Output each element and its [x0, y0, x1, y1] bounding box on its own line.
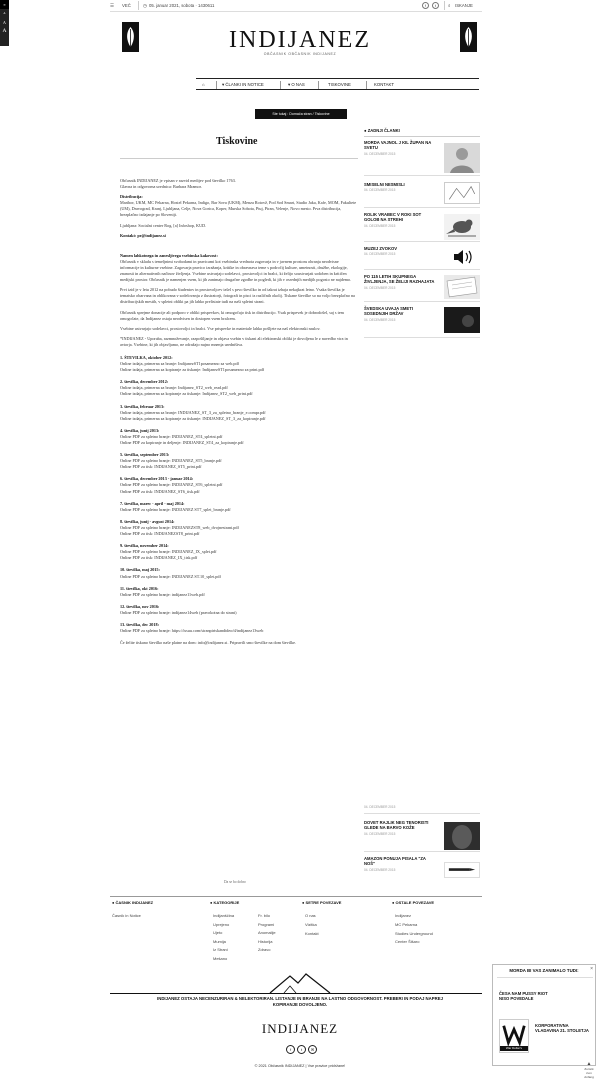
issue-heading: 12. številka, nov 2016:	[120, 603, 160, 609]
facebook-icon[interactable]: f	[286, 1045, 295, 1054]
issue-pdf-link[interactable]: Online izdaja, primerna za branje: INDIJANEZ_ST_3_za_spletno_branje_e.compr.pdf	[120, 409, 266, 415]
issue-pdf-link[interactable]: Online PDF za tisk: INDIJANEZ_ST5_print.pdf	[120, 464, 202, 470]
footer-link[interactable]: Uprejeno	[213, 921, 230, 927]
issue-block	[120, 355, 358, 373]
issue-heading: 10. številka, maj 2015:	[120, 567, 160, 573]
issue-pdf-link[interactable]: Online PDF za spletno branje: INDIJANEZ ST7_splet_branje.pdf	[120, 506, 231, 512]
post-title[interactable]: ŠVEDSKA UVAJA SMETI SOSEDNJIH DRŽAV	[364, 306, 413, 317]
face-image	[444, 822, 480, 850]
divider	[444, 1, 445, 10]
issue-pdf-link[interactable]: Online PDF za tisk: INDIJANEZ_IX_tisk.pdf	[120, 555, 198, 561]
copyright: © 2021 Občasnik INDIJANEZ | Vse pravice pridržane!	[254, 1064, 346, 1068]
nav-item-tiskovine[interactable]: TISKOVINE	[328, 82, 351, 87]
close-icon[interactable]: ×	[590, 966, 593, 972]
end-note: Da se bo dobro	[224, 880, 246, 884]
dark-image	[444, 307, 480, 333]
issue-heading: 6. številka, december 2013 - januar 2014:	[120, 476, 194, 482]
nav-item-kontakt[interactable]: KONTAKT	[374, 82, 394, 87]
post-thumbnail[interactable]	[444, 143, 480, 173]
post-date: 04. DECEMBER 2015	[364, 285, 396, 290]
footer-link[interactable]: Mumija	[213, 938, 226, 944]
issue-block	[120, 476, 358, 494]
title-divider	[120, 158, 358, 159]
footer-column-casnik	[112, 900, 192, 921]
issue-pdf-link[interactable]: Online PDF za tisk: INDIJANEZST8_print.pdf	[120, 531, 200, 537]
issue-pdf-link[interactable]: Online PDF za spletno branje: INDIJANEZ_ST4_spletni.pdf	[120, 433, 223, 439]
mail-icon[interactable]: ✉	[308, 1045, 317, 1054]
footer-link[interactable]: O nas	[305, 913, 316, 919]
feather-icon	[460, 22, 477, 52]
breadcrumb[interactable]: Ste tukaj : Domača stran / Tiskovine	[255, 109, 347, 119]
more-menu-link[interactable]: VEČ	[122, 3, 131, 8]
footer-link[interactable]: Vizitka	[305, 921, 317, 927]
issue-pdf-link[interactable]: Online izdaja, primerna za kopiranje za tiskanje: IndijanezST1posamezno za print.pdf	[120, 367, 265, 373]
purpose-heading: Namen lahkotnega in zanesljivega vsebinska kakovost:	[120, 252, 218, 258]
sidebar-post[interactable]	[364, 274, 480, 302]
twitter-icon[interactable]: t	[432, 2, 439, 9]
issue-heading: 9. številka, november 2014:	[120, 543, 169, 549]
footer-link[interactable]: Zdravo	[258, 947, 271, 953]
post-title[interactable]: ROLIK VRABEC V ROKI SOT GOLOB NA STREHI	[364, 212, 422, 223]
post-title[interactable]: DOVET RAJLIK NEG TENORISTI GLEDE NA BARVO KOŽE	[364, 820, 429, 831]
post-thumbnail[interactable]	[444, 182, 480, 204]
page-title: Tiskovine	[216, 136, 258, 147]
bird-image	[444, 214, 480, 240]
clock-icon: ◷	[143, 3, 147, 8]
purpose-paragraph: Občasnik v skladu s temeljnimi svobodami in pravicami kot vsebinska vrednota zagovarja in v javnem prostoru ohranja neodvisne informacije in kulturne vsebine. Zagovarja pravico izražanja, kritike in obravnava teme s področij kulture, umetnosti, družbe, ekologije, znanosti in alternativnih načinov življenja. Vsebine ustvarjajo sodelavci, prostovoljci in bralci, ki želijo soustvarjati sodoben in kritičen medijski prostor. Občasnik je namenjen vsem, ki jih zanimajo drugačne zgodbe in pogledi, ki jih v osrednjih medijih pogosto ne najdemo.	[120, 258, 352, 283]
popup-item[interactable]: KORPORATIVNA VLADAVINA 21. STOLETJA	[535, 1023, 589, 1034]
issue-pdf-link[interactable]: Online PDF za kopiranje in deljenje: INDIJANEZ_ST4_za_kopiranje.pdf	[120, 440, 244, 445]
post-date: 04. DECEMBER 2015	[364, 317, 396, 322]
speaker-icon	[444, 247, 480, 267]
post-date: 04. DECEMBER 2015	[364, 805, 396, 809]
footer-link[interactable]: Studies Underground	[395, 930, 433, 936]
sidebar-post[interactable]	[364, 820, 480, 852]
font-size-small-button[interactable]: A	[3, 11, 6, 15]
scroll-top-button[interactable]	[584, 1062, 594, 1079]
post-title[interactable]: PO 115 LETIH SKUPNEGA ŽIVLJENJA, SE ŽELIJI RAZHAJATA	[364, 274, 435, 285]
post-date: 04. DECEMBER 2015	[364, 252, 396, 257]
pen-image	[445, 863, 479, 877]
war-dollars-thumbnail[interactable]	[499, 1019, 529, 1053]
issue-pdf-link[interactable]: Online PDF za spletno branje: indijanez11web.pdf	[120, 591, 205, 597]
footer-column-heading: ● ČASNIK INDIJANEZ	[112, 900, 154, 905]
footer-column-setre	[302, 900, 390, 938]
issue-block	[120, 604, 358, 616]
nav-item-clanki[interactable]: ▾ ČLANKI IN NOTICE	[222, 82, 264, 87]
issue-pdf-link[interactable]: Online PDF za spletno branje: INDIJANEZ_ST5_branje.pdf	[120, 458, 222, 464]
popup-item[interactable]: ČESA NAM PUSSY RIOT NISO POVEDALE	[499, 991, 548, 1002]
footer-link[interactable]: MC Pekarna	[395, 921, 418, 927]
footer-column-heading: ● SETRE POVEZAVE	[302, 900, 342, 905]
footer-link[interactable]: Ujeto	[213, 930, 223, 936]
post-date: 04. DECEMBER 2015	[364, 188, 396, 193]
sidebar-post[interactable]	[364, 856, 480, 884]
footer-link[interactable]: Časnik in Notice	[112, 913, 141, 919]
thumbnail-caption: War Dollar's	[500, 1046, 528, 1051]
footer-link[interactable]: Kontakt	[305, 930, 319, 936]
issue-pdf-link[interactable]: Online izdaja, primerna za kopiranje za tiskanje: Indijanez_ST2_web_print.pdf	[120, 391, 253, 397]
distribution-text: Maribor, UKM, MC Pekarna, Hostel Pekarna, Indigo, Bar Sova (UKM), Menza Rotovž, Pod Sod Smart, Studio Jaka, Kafe, MOM, Fakultete (UM), Dravograd, Kranj, Ljubljana, Celje, Nova Gorica, Koper, Murska Sobota, Ptuj, Piran, Velenje, Novo mesto. Prva distribucija, brezplačno izdajanje po Sloveniji.	[120, 200, 357, 218]
footer-slogan: INDIJANEZ OSTAJA NECENZURIRAN & NELEKTORIRAN. LISTANJE IN BRANJE NA LASTNO ODGOVORNOST. PREBERI IN PODAJ NAPREJ KOPIRANJE DOVOLJENO.	[157, 996, 443, 1008]
divider	[138, 1, 139, 10]
issue-heading: 1. ŠTEVILKA, oktober 2012:	[120, 354, 173, 360]
top-bar	[110, 0, 482, 12]
search-icon[interactable]: ⌕	[448, 3, 451, 8]
post-thumbnail[interactable]	[444, 862, 480, 878]
related-posts-popup	[492, 964, 596, 1066]
portrait-image	[444, 143, 480, 173]
sidebar-post[interactable]	[364, 246, 480, 270]
issue-block	[120, 586, 358, 598]
footer-link[interactable]: Programi	[258, 921, 275, 927]
site-title[interactable]: INDIJANEZ	[229, 27, 371, 53]
issue-heading: 11. številka, okt 2016:	[120, 585, 159, 591]
issue-block	[120, 452, 358, 470]
sidebar	[364, 128, 480, 140]
post-date: 04. DECEMBER 2015	[364, 831, 396, 836]
current-date: 05. januar 2021, sobota · 1430611	[149, 3, 215, 8]
post-thumbnail[interactable]	[444, 822, 480, 850]
nav-divider	[280, 81, 281, 89]
accessibility-toolbar	[0, 0, 9, 46]
distribution-heading: Distribucija:	[120, 194, 143, 200]
font-size-large-button[interactable]: A	[2, 28, 7, 34]
issue-pdf-link[interactable]: Online PDF za spletno branje: https://issuu.com/stranpiriskandtdeo/d/indijanez13web	[120, 628, 264, 634]
arrow-up-icon: ▲	[586, 1061, 592, 1067]
paper-image	[444, 275, 480, 299]
more-text: Vsebine ustvarjajo sodelavci, prostovoljci in bralci. Vse prispevke in materiale lahko pošljete na naš elektronski naslov.	[120, 325, 321, 331]
search-link[interactable]: ISKANJE	[455, 3, 473, 8]
scroll-top-label: Zurück zum Anfang	[584, 1067, 594, 1080]
issue-heading: 7. številka, marec - april - maj 2014:	[120, 500, 185, 506]
issue-block	[120, 379, 358, 397]
facebook-icon[interactable]: f	[422, 2, 429, 9]
closing-text: Če želite tiskano številko naše platne na dom: info@indijanez.si. Pripravili smo številke na dom številke.	[120, 640, 297, 646]
issue-heading: 8. številka, junij - avgust 2014:	[120, 518, 175, 524]
footer-logo[interactable]: INDIJANEZ	[261, 1021, 339, 1036]
footer-link[interactable]: Iz Strani	[213, 947, 228, 953]
contact-text[interactable]: Kontakt: pr@indijanez.si	[120, 232, 166, 238]
issue-block	[120, 543, 358, 561]
sidebar-post[interactable]	[364, 140, 480, 176]
footer-link[interactable]: Mešano	[213, 955, 228, 961]
sketch-image	[445, 183, 479, 203]
issue-block	[120, 519, 358, 537]
main-navigation	[196, 78, 479, 90]
post-title[interactable]: SMISELNI NESMISLI	[364, 182, 405, 187]
post-thumbnail[interactable]	[444, 275, 480, 299]
issue-heading: 13. številka, dec 2018:	[120, 621, 159, 627]
post-thumbnail[interactable]	[444, 307, 480, 333]
purpose-paragraph: Občasnik sprejme donacije ali podporo v obliki prispevkov, ki omogočajo tisk in distribucijo. Vsak prispevek je dobrodošel, saj s tem omogočate, da Indijanez ostaja neodvisen in dostopen vsem bralcem.	[120, 309, 344, 321]
popup-heading: MORDA BI VAS ZANIMALO TUDI:	[509, 968, 579, 973]
issue-block	[120, 622, 358, 634]
footer-link[interactable]: Indijanščina	[213, 913, 235, 918]
post-title[interactable]: MORDA VAJNOL J KIL ŽUPAN NA SVETU	[364, 140, 432, 151]
post-date: 04. DECEMBER 2015	[364, 151, 396, 156]
article-content	[120, 178, 358, 650]
sidebar-post[interactable]	[364, 182, 480, 208]
purpose-paragraph: Prvi izid je v letu 2012 na pobudo študentov in prostovoljcev izšel s prvo številko in od takrat izhaja nekajkrat letno. Vsaka številka je tematsko obarvana in oblikovana v sodelovanju z ilustratorji, fotografi in pisci iz različnih okolij. Tiskane številke so na voljo brezplačno na distribucijskih mestih, v spletni obliki pa jih lahko prelistate tudi na naši spletni strani.	[120, 287, 355, 305]
issue-heading: 2. številka, december 2012:	[120, 379, 169, 385]
usage-note: *INDIJANEZ - Uporaba, razmnoževanje, razpošiljanje in objava vsebin v tiskani ali elektronski obliki je dovoljena le z navedbo vira in avtorja. Vsebine, ki jih objavljamo, ne odražajo nujno mnenja uredništva.	[120, 335, 348, 347]
footer-column-ostale	[392, 900, 482, 947]
feather-icon	[122, 22, 139, 52]
sidebar-post[interactable]	[364, 212, 480, 242]
issue-block	[120, 501, 358, 513]
post-thumbnail[interactable]	[444, 214, 480, 240]
issue-pdf-link[interactable]: Online PDF za tisk: INDIJANEZ_ST6_tisk.pdf	[120, 488, 200, 494]
address-text: Ljubljana: Socialni center Rog, [a] Infoshop, KUD.	[120, 222, 207, 228]
sidebar-post[interactable]	[364, 306, 480, 338]
issue-pdf-link[interactable]: Online izdaja, primerna za kopiranje za tiskanje: INDIJANEZ_ST_3_za_kopiranje.pdf	[120, 415, 266, 421]
site-subtitle: OBČASNIK OBČASNIK INDIJANEZ	[263, 52, 337, 56]
issue-block	[120, 404, 358, 422]
footer-link[interactable]: Indijanez	[395, 913, 412, 919]
nav-item-o-nas[interactable]: ▾ O NAS	[288, 82, 305, 87]
issue-pdf-link[interactable]: Online PDF za spletno branje: INDIJANEZ_IX_splet.pdf	[120, 549, 217, 555]
editor-text: Glavna in odgovorna urednica: Barbara Mramor.	[120, 184, 202, 190]
issue-pdf-link[interactable]: Online izdaja, primerna za branje: Indijanez_ST2_web_read.pdf	[120, 385, 228, 391]
issue-pdf-link[interactable]: Online izdaja, primerna za branje: IndijanezST1posamezno za web.pdf	[120, 361, 239, 367]
issue-pdf-link[interactable]: Online PDF za spletno branje: INDIJANEZ ST.10_splet.pdf	[120, 573, 221, 579]
menu-icon[interactable]: ≡	[0, 0, 9, 9]
mountain-icon	[268, 970, 332, 994]
twitter-icon[interactable]: t	[297, 1045, 306, 1054]
nav-divider	[366, 81, 367, 89]
issue-heading: 3. številka, februar 2013:	[120, 403, 165, 409]
font-size-medium-button[interactable]: A	[3, 20, 6, 25]
nav-divider	[216, 81, 217, 89]
footer-link[interactable]: Fr. bilo	[258, 913, 271, 918]
issue-block	[120, 428, 358, 446]
feather-logo-left[interactable]	[122, 22, 139, 52]
sidebar-post[interactable]	[364, 804, 480, 814]
footer-divider	[110, 896, 482, 897]
issue-heading: 5. številka, september 2013:	[120, 452, 170, 458]
home-icon[interactable]: ⌂	[202, 82, 205, 87]
feather-logo-right[interactable]	[460, 22, 477, 52]
popup-divider	[497, 977, 593, 978]
issue-pdf-link[interactable]: Online PDF za spletno branje: indijanez14web (pravokotna do strani)	[120, 609, 237, 615]
issues-list	[120, 355, 358, 634]
footer-link[interactable]: Center Šišaro	[395, 939, 420, 945]
footer-column-heading: ● OSTALE POVEZAVE	[392, 900, 435, 905]
post-date: 04. DECEMBER 2015	[364, 223, 396, 228]
issue-pdf-link[interactable]: Online PDF za spletno branje: INDIJANEZ_ST6_spletni.pdf	[120, 482, 223, 488]
footer-column-kategorije	[210, 900, 300, 961]
issue-pdf-link[interactable]: Online PDF za spletno branje: INDIJANEZST8_web_dvojnestrani.pdf	[120, 524, 239, 530]
issue-block	[120, 567, 358, 579]
footer-rule	[110, 993, 482, 994]
post-date: 04. DECEMBER 2015	[364, 867, 396, 872]
issue-heading: 4. številka, junij 2013:	[120, 427, 160, 433]
nav-divider	[318, 81, 319, 89]
menu-icon[interactable]: ☰	[110, 3, 114, 8]
post-title[interactable]: AMAZON PONUJA PISALA "ZA NOŠ"	[364, 856, 426, 867]
registry-text: Občasnik INDIJANEZ je vpisan v razvid medijev pod številko 1763.	[120, 178, 236, 183]
footer-link[interactable]: Anomalije	[258, 930, 276, 936]
footer-column-heading: ● KATEGORIJE	[210, 900, 240, 905]
footer-link[interactable]: Historija	[258, 938, 273, 944]
sidebar-heading: ● ZADNJI ČLANKI	[364, 128, 480, 137]
post-title[interactable]: MUZEJ ZVOKOV	[364, 246, 398, 251]
